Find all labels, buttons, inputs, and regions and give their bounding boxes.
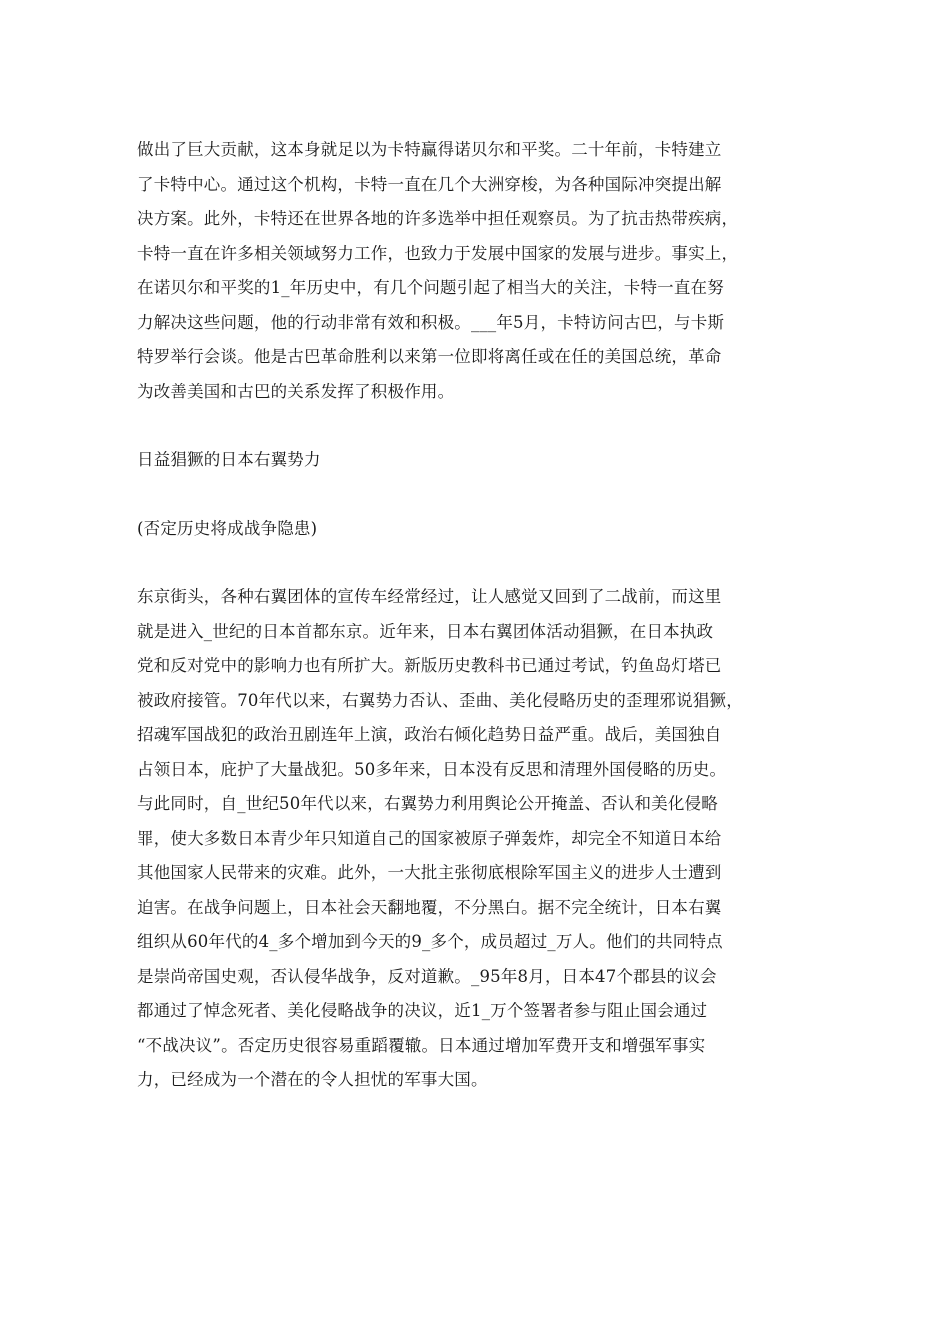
text-line: 被政府接管。70年代以来，右翼势力否认、歪曲、美化侵略历史的歪理邪说猖獗， [137,690,743,710]
text-line: 都通过了悼念死者、美化侵略战争的决议，近1_万个签署者参与阻止国会通过 [137,1001,708,1020]
paragraph-carter [137,133,817,409]
text-line: 为改善美国和古巴的关系发挥了积极作用。 [137,381,455,401]
text-line: 东京街头，各种右翼团体的宣传车经常经过，让人感觉又回到了二战前，而这里 [137,587,722,606]
text-line: 了卡特中心。通过这个机构，卡特一直在几个大洲穿梭，为各种国际冲突提出解 [137,174,722,194]
text-line: 占领日本，庇护了大量战犯。50多年来，日本没有反思和清理外国侵略的历史。 [137,759,727,779]
paragraph-japan-right-wing [137,580,817,1098]
text-line: “不战决议”。否定历史很容易重蹈覆辙。日本通过增加军费开支和增强军事实 [137,1035,706,1055]
subheading-text: (否定历史将成战争隐患) [137,518,318,538]
text-line: 决方案。此外，卡特还在世界各地的许多选举中担任观察员。为了抗击热带疾病， [137,209,739,228]
text-line: 与此同时，自_世纪50年代以来，右翼势力利用舆论公开掩盖、否认和美化侵略 [137,794,718,813]
text-line: 组织从60年代的4_多个增加到今天的9_多个，成员超过_万人。他们的共同特点 [137,932,723,951]
text-line: 特罗举行会谈。他是古巴革命胜利以来第一位即将离任或在任的美国总统，革命 [137,347,722,366]
text-line: 卡特一直在许多相关领域努力工作，也致力于发展中国家的发展与进步。事实上， [137,243,739,263]
text-line: 就是进入_世纪的日本首都东京。近年来，日本右翼团体活动猖獗，在日本执政 [137,621,714,641]
text-line: 力，已经成为一个潜在的令人担忧的军事大国。 [137,1070,488,1089]
text-line: 在诺贝尔和平奖的1_年历史中，有几个问题引起了相当大的关注，卡特一直在努 [137,278,724,297]
text-line: 其他国家人民带来的灾难。此外，一大批主张彻底根除军国主义的进步人士遭到 [137,863,722,882]
text-line: 力解决这些问题，他的行动非常有效和积极。___年5月，卡特访问古巴，与卡斯 [137,312,725,332]
section-subheading [137,512,817,547]
text-line: 招魂军国战犯的政治丑剧连年上演，政治右倾化趋势日益严重。战后，美国独自 [137,725,722,744]
heading-text: 日益猖獗的日本右翼势力 [137,450,321,469]
text-line: 迫害。在战争问题上，日本社会天翻地覆，不分黑白。据不完全统计，日本右翼 [137,897,722,917]
text-line: 党和反对党中的影响力也有所扩大。新版历史教科书已通过考试，钓鱼岛灯塔已 [137,656,722,675]
section-heading [137,443,817,478]
text-line: 是崇尚帝国史观，否认侵华战争，反对道歉。_95年8月，日本47个郡县的议会 [137,966,717,986]
text-line: 罪，使大多数日本青少年只知道自己的国家被原子弹轰炸，却完全不知道日本给 [137,828,722,848]
text-line: 做出了巨大贡献，这本身就足以为卡特赢得诺贝尔和平奖。二十年前，卡特建立 [137,140,722,159]
document-body [137,133,817,1098]
